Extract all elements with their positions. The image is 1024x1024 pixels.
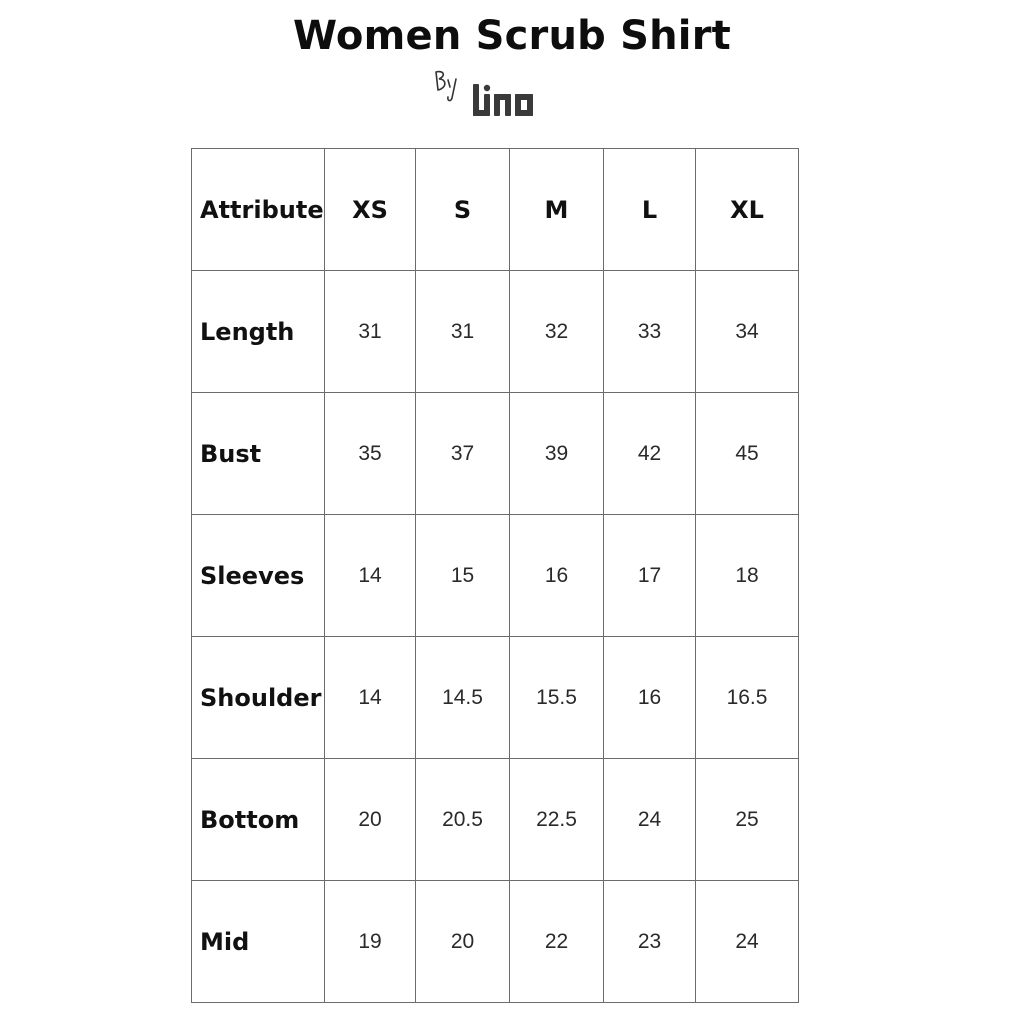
header-cell-m: M [510,149,604,271]
table-header-row [192,149,799,271]
row-attribute-label: Shoulder [192,637,325,759]
table-cell: 32 [510,271,604,393]
table-cell: 16 [510,515,604,637]
table-cell: 25 [696,759,799,881]
table-cell: 23 [604,881,696,1003]
header-cell-xl: XL [696,149,799,271]
table-cell: 31 [416,271,510,393]
row-attribute-label: Bust [192,393,325,515]
header-cell-attribute: Attribute [192,149,325,271]
size-chart-table [191,148,799,1003]
table-cell: 16 [604,637,696,759]
table-cell: 22 [510,881,604,1003]
header-cell-xs: XS [325,149,416,271]
table-cell: 33 [604,271,696,393]
row-attribute-label: Sleeves [192,515,325,637]
table-row [192,759,799,881]
table-cell: 18 [696,515,799,637]
row-attribute-label: Bottom [192,759,325,881]
table-cell: 24 [696,881,799,1003]
table-row [192,515,799,637]
table-cell: 20 [416,881,510,1003]
table-row [192,271,799,393]
row-attribute-label: Length [192,271,325,393]
table-cell: 37 [416,393,510,515]
table-row [192,881,799,1003]
table-cell: 31 [325,271,416,393]
table-cell: 15.5 [510,637,604,759]
row-attribute-label: Mid [192,881,325,1003]
table-row [192,637,799,759]
table-cell: 22.5 [510,759,604,881]
table-cell: 17 [604,515,696,637]
table-cell: 14 [325,515,416,637]
table-cell: 20.5 [416,759,510,881]
page-title: Women Scrub Shirt [293,13,731,59]
lino-logo-icon [430,64,540,124]
table-cell: 16.5 [696,637,799,759]
table-cell: 42 [604,393,696,515]
table-cell: 20 [325,759,416,881]
table-cell: 45 [696,393,799,515]
table-cell: 24 [604,759,696,881]
table-cell: 15 [416,515,510,637]
table-cell: 39 [510,393,604,515]
table-cell: 14.5 [416,637,510,759]
brand-logo [430,64,540,124]
table-cell: 14 [325,637,416,759]
table-cell: 19 [325,881,416,1003]
header-cell-l: L [604,149,696,271]
header-cell-s: S [416,149,510,271]
table-row [192,393,799,515]
table-cell: 35 [325,393,416,515]
table-cell: 34 [696,271,799,393]
